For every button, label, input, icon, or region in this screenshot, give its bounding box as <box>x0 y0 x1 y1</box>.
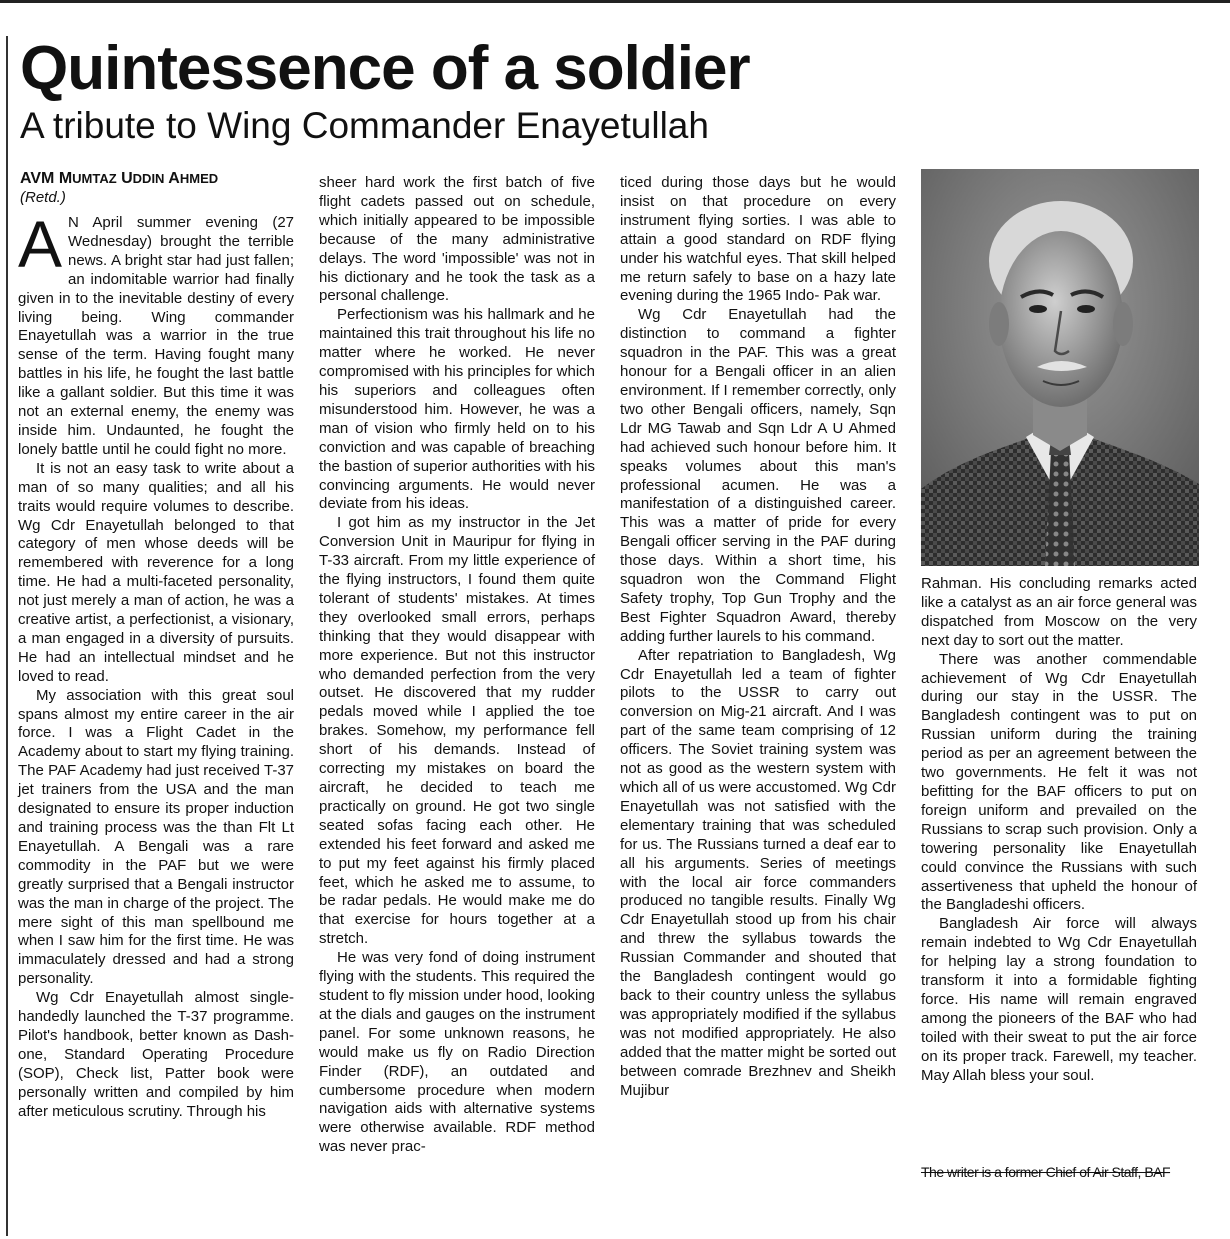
headline: Quintessence of a soldier <box>20 34 750 103</box>
byline-part: AVM M <box>20 170 73 187</box>
subheadline: A tribute to Wing Commander Enayetullah <box>20 105 709 146</box>
paragraph-text: N April summer evening (27 Wednesday) brought the terrible news. A bright star had just fallen; an indomitable warrior had finally given in to the inevitable destiny of every living being. Wing commander Enayetullah was a warrior in the true sense of the term. Having fought many battles in his life, he fought the last battle like a gallant soldier. But this time it was not an external enemy, the enemy was inside him. Undaunted, he fought the lonely battle until he could fight no more. <box>18 214 294 458</box>
paragraph: I got him as my instructor in the Jet Conversion Unit in Mauripur for flying in T-33 aircraft. From my little experience of the flying instructors, I found them quite tolerant of students' mistakes. At times they overlooked small errors, perhaps thinking that they would disappear with more experience. But not this instructor who demanded perfection from the very outset. He discovered that my rudder pedals moved while I applied the toe brakes. Somehow, my performance fell short of his demands. Instead of correcting my mistakes on board the aircraft, he decided to teach me practically on ground. He got two single seated sofas facing each other. He extended his feet forward and asked me to put my feet against his firmly placed feet, which he asked me to assume, to be radar pedals. He would make me do that exercise for hours together at a stretch. <box>319 514 595 948</box>
portrait-photo <box>921 169 1199 566</box>
article-column-3 <box>620 174 896 1100</box>
article-column-1 <box>18 207 294 1122</box>
paragraph: Rahman. His concluding remarks acted like a catalyst as an air force general was dispatched from Moscow on the very next day to sort out the matter. <box>921 575 1197 649</box>
paragraph <box>18 207 294 460</box>
paragraph: Wg Cdr Enayetullah almost single-handedly launched the T-37 programme. Pilot's handbook, better known as Dash-one, Standard Operating Procedure (SOP), Check list, Patter book were personally written and compiled by him after meticulous scrutiny. Through his <box>18 989 294 1120</box>
paragraph: He was very fond of doing instrument flying with the students. This required the student to fly mission under hood, looking at the dials and gauges on the instrument panel. For some unknown reasons, he would make us fly on Radio Direction Finder (RDF), an outdated and cumbersome procedure when modern navigation aids with alternative systems were otherwise available. RDF method was never prac- <box>319 949 595 1156</box>
byline-part: U <box>116 170 133 187</box>
byline-smallcaps: UMTAZ <box>72 171 117 186</box>
article-column-4 <box>921 575 1197 1085</box>
paragraph: ticed during those days but he would insist on that procedure on every instrument flying sorties. I was able to attain a good standard on RDF flying under his watchful eyes. That skill helped me return safely to base on a hazy late evening during the 1965 Indo- Pak war. <box>620 174 896 305</box>
top-rule <box>0 0 1230 3</box>
paragraph: sheer hard work the first batch of five flight cadets passed out on schedule, which initially appeared to be impossible because of the many administrative delays. The word 'impossible' was not in his dictionary and he took the task as a personal challenge. <box>319 174 595 305</box>
drop-cap: A <box>18 207 63 281</box>
article-column-2 <box>319 174 595 1157</box>
paragraph: My association with this great soul spans almost my entire career in the air force. I was a Flight Cadet in the Academy about to start my flying training. The PAF Academy had just received T-37 jet trainers from the USA and the man designated to ensure its proper induction and training process was the than Flt Lt Enayetullah. A Bengali was a rare commodity in the PAF but we were greatly surprised that a Bengali instructor was the man in charge of the project. The mere sight of this man spellbound me when I saw him for the first time. He was immaculately dressed and had a strong personality. <box>18 686 294 988</box>
byline-part: A <box>164 170 180 187</box>
paragraph: Perfectionism was his hallmark and he maintained this trait throughout his life no matter where he worked. He never compromised with his principles for which his superiors and colleagues often misunderstood him. However, he was a man of vision who firmly held on to his conviction and was capable of breaching the bastion of superior authorities with his convincing arguments. He would never deviate from his ideas. <box>319 306 595 513</box>
author-credit <box>921 1163 1197 1181</box>
paragraph: There was another commendable achievement of Wg Cdr Enayetullah during our stay in the USSR. The Bangladesh contingent was to put on Russian uniform during the training period as per an agreement between the two governments. He felt it was not befitting for the BAF officers to put on foreign uniform and prevailed on the Russians to scrap such provision. Only a towering personality like Enayetullah could convince the Russians with such assertiveness that upheld the honour of the Bangladeshi officers. <box>921 650 1197 914</box>
byline <box>20 170 218 188</box>
paragraph: After repatriation to Bangladesh, Wg Cdr Enayetullah led a team of fighter pilots to the USSR to carry out conversion on Mig-21 aircraft. And I was part of the same team comprising of 12 officers. The Soviet training system was not as good as the western system with which all of us were accustomed. Wg Cdr Enayetullah was not satisfied with the elementary training that was scheduled for us. The Russians turned a deaf ear to all his arguments. Series of meetings with the local air force commanders produced no tangible results. Finally Wg Cdr Enayetullah stood up from his chair and threw the syllabus towards the Russian Commander and shouted that the Bangladesh contingent would go back to their country unless the syllabus was appropriately modified if the syllabus was not modified appropriately. He also added that the matter might be sorted out between comrade Brezhnev and Sheikh Mujibur <box>620 646 896 1099</box>
author-credit-text: The writer is a former Chief of Air Staff, BAF <box>921 1164 1171 1180</box>
left-column-rule <box>6 36 8 1236</box>
byline-smallcaps: HMED <box>179 171 219 186</box>
paragraph: Bangladesh Air force will always remain indebted to Wg Cdr Enayetullah for helping lay a strong foundation to transform it into a formidable fighting force. His name will remain engraved among the pioneers of the BAF who had toiled with their sweat to put the air force on its proper track. Farewell, my teacher. May Allah bless your soul. <box>921 915 1197 1084</box>
byline-rank-note: (Retd.) <box>20 189 66 206</box>
portrait-illustration <box>921 169 1199 566</box>
paragraph: It is not an easy task to write about a man of so many qualities; and all his traits would require volumes to describe. Wg Cdr Enayetullah belonged to that category of men whose deeds will be remembered with reverence for a long time. He had a multi-faceted personality, not just merely a man of action, he was a creative artist, a perfectionist, a visionary, a man engaged in a diversity of pursuits. He had an intellectual mindset and he loved to read. <box>18 459 294 685</box>
byline-smallcaps: DDIN <box>132 171 165 186</box>
paragraph: Wg Cdr Enayetullah had the distinction to command a fighter squadron in the PAF. This was a great honour for a Bengali officer in an alien environment. If I remember correctly, only two other Bengali officers, namely, Sqn Ldr MG Tawab and Sqn Ldr A U Ahmed had achieved such honour before him. It speaks volumes about this man's professional acumen. He was a manifestation of a distinguished career. This was a matter of pride for every Bengali officer serving in the PAF during those days. Within a short time, his squadron won the Command Flight Safety trophy, Top Gun Trophy and the Best Fighter Squadron Award, thereby adding further laurels to his command. <box>620 306 896 645</box>
